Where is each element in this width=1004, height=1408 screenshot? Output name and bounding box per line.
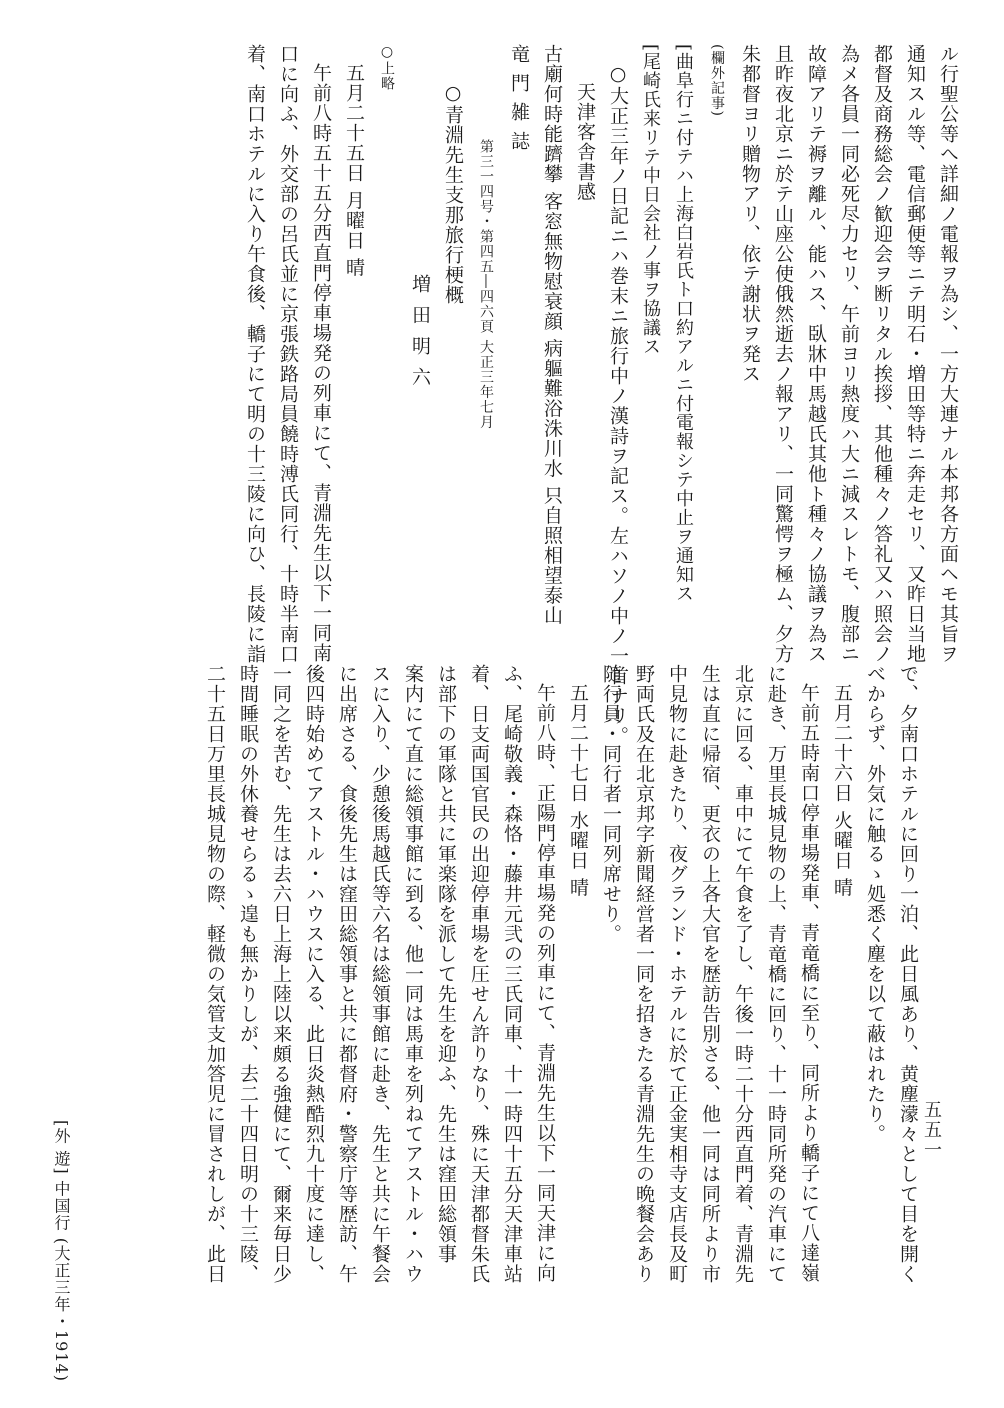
source-citation: 第三一四号・第四五―四六頁 大正三年七月 bbox=[478, 139, 494, 430]
running-header: [外 遊] 中国行 (大正三年・1914) bbox=[52, 1120, 71, 1382]
text-column: 為メ各員一同必死尽力セリ、午前ヨリ熱度ハ大ニ減スレトモ、腹部ニ bbox=[838, 44, 860, 664]
text-column: は部下の軍隊と共に軍楽隊を派して先生を迎ふ、先生は窪田総領事 bbox=[435, 664, 457, 1264]
date-heading: 五月二十五日 月曜日 晴 bbox=[343, 63, 365, 278]
text-column: 午前五時南口停車場発車、青竜橋に至り、同所より轎子にて八達嶺 bbox=[798, 683, 820, 1283]
text-column: 朱都督ヨリ贈物アリ、依テ謝状ヲ発ス bbox=[739, 44, 761, 384]
text-column: 通知スル等、電信郵便等ニテ明石・増田等特ニ奔走セリ、又昨日当地 bbox=[904, 44, 926, 664]
text-column: ふ、尾崎敬義・森恪・藤井元弐の三氏同車、十一時四十五分天津車站 bbox=[501, 664, 523, 1284]
text-column: 北京に回る、車中にて午食を了し、午後一時二十分西直門着、青淵先 bbox=[732, 664, 754, 1284]
date-heading: 五月二十六日 火曜日 晴 bbox=[831, 683, 853, 898]
text-column: 着、南口ホテルに入り午食後、轎子にて明の十三陵に向ひ、長陵に詣 bbox=[244, 44, 266, 664]
poem-title: 天津客舎書感 bbox=[574, 82, 596, 202]
marginal-note: [尾崎氏来リテ中日会社ノ事ヲ協議ス bbox=[640, 44, 661, 357]
marginal-note: [曲阜行ニ付テハ上海白岩氏ト口約アルニ付電報シテ中止ヲ通知ス bbox=[673, 44, 694, 604]
text-column: べからず、外気に触るゝ処悉く塵を以て蔽はれたり。 bbox=[864, 664, 886, 1144]
source-title: 竜門雑誌 bbox=[508, 44, 530, 160]
text-column: 後四時始めてアストル・ハウスに入る、此日炎熱酷烈九十度に達し、 bbox=[303, 664, 325, 1284]
editor-note: ○大正三年ノ日記ニハ巻末ニ旅行中ノ漢詩ヲ記ス。左ハソノ中ノ一首ナリ。 bbox=[607, 63, 629, 746]
page-number: 五五一 bbox=[921, 1100, 942, 1160]
text-column: 中見物に赴きたり、夜グランド・ホテルに於て正金実相寺支店長及町 bbox=[666, 664, 688, 1284]
text-column: に赴き、万里長城見物の上、青竜橋に回り、十一時同所発の汽車にて bbox=[765, 664, 787, 1284]
text-column: 随行員・同行者一同列席せり。 bbox=[600, 664, 622, 944]
text-column: 二十五日万里長城見物の際、軽微の気管支加答児に冒されしが、此日 bbox=[204, 664, 226, 1284]
text-column: で、夕南口ホテルに回り一泊、此日風あり、黄塵濛々として目を開く bbox=[897, 664, 919, 1284]
text-column: 一同之を苦む、先生は去六日上海上陸以来頗る強健にて、爾来毎日少 bbox=[270, 664, 292, 1284]
text-column: 且昨夜北京ニ於テ山座公使俄然逝去ノ報アリ、一同驚愕ヲ極ム、夕方 bbox=[772, 44, 794, 664]
omission-note: ○上略 bbox=[379, 44, 395, 91]
text-column: スに入り、少憩後馬越氏等六名は総領事館に赴き、先生と共に午餐会 bbox=[369, 664, 391, 1284]
article-author: 増田明六 bbox=[409, 274, 431, 398]
text-column: 生は直に帰宿、更衣の上各大官を歴訪告別さる、他一同は同所より市 bbox=[699, 664, 721, 1284]
poem-text: 古廟何時能躋攀 客窓無物慰衰顔 病軀難浴洙川水 只自照相望泰山 bbox=[541, 44, 563, 626]
text-column: 案内にて直に総領事館に到る、他一同は馬車を列ねてアストル・ハウ bbox=[402, 664, 424, 1284]
text-column: 午前八時、正陽門停車場発の列車にて、青淵先生以下一同天津に向 bbox=[534, 683, 556, 1283]
text-column: 都督及商務総会ノ歓迎会ヲ断リタル挨拶、其他種々ノ答礼又ハ照会ノ bbox=[871, 44, 893, 664]
date-heading: 五月二十七日 水曜日 晴 bbox=[567, 683, 589, 898]
text-column: 時間睡眠の外休養せらるゝ遑も無かりしが、去二十四日明の十三陵、 bbox=[237, 664, 259, 1284]
text-column: 午前八時五十五分西直門停車場発の列車にて、青淵先生以下一同南 bbox=[310, 63, 332, 663]
lower-text-block bbox=[198, 664, 924, 1284]
text-column: 口に向ふ、外交部の呂氏並に京張鉄路局員饒時溥氏同行、十時半南口 bbox=[277, 44, 299, 664]
text-column: ル行聖公等へ詳細ノ電報ヲ為シ、一方大連ナル本邦各方面ヘモ其旨ヲ bbox=[937, 44, 959, 664]
article-title: ○青淵先生支那旅行梗概 bbox=[442, 82, 464, 305]
text-column: 野両氏及在北京邦字新聞経営者一同を招きたる青淵先生の晩餐会あり bbox=[633, 664, 655, 1284]
upper-text-block bbox=[238, 44, 964, 746]
text-column: 故障アリテ褥ヲ離ル、能ハス、臥牀中馬越氏其他ト種々ノ協議ヲ為ス bbox=[805, 44, 827, 664]
text-column: に出席さる、食後先生は窪田総領事と共に都督府・警察庁等歴訪、午 bbox=[336, 664, 358, 1284]
marginal-note-label: (欄外記事) bbox=[709, 44, 725, 117]
text-column: 着、日支両国官民の出迎停車場を圧せん許りなり、殊に天津都督朱氏 bbox=[468, 664, 490, 1284]
